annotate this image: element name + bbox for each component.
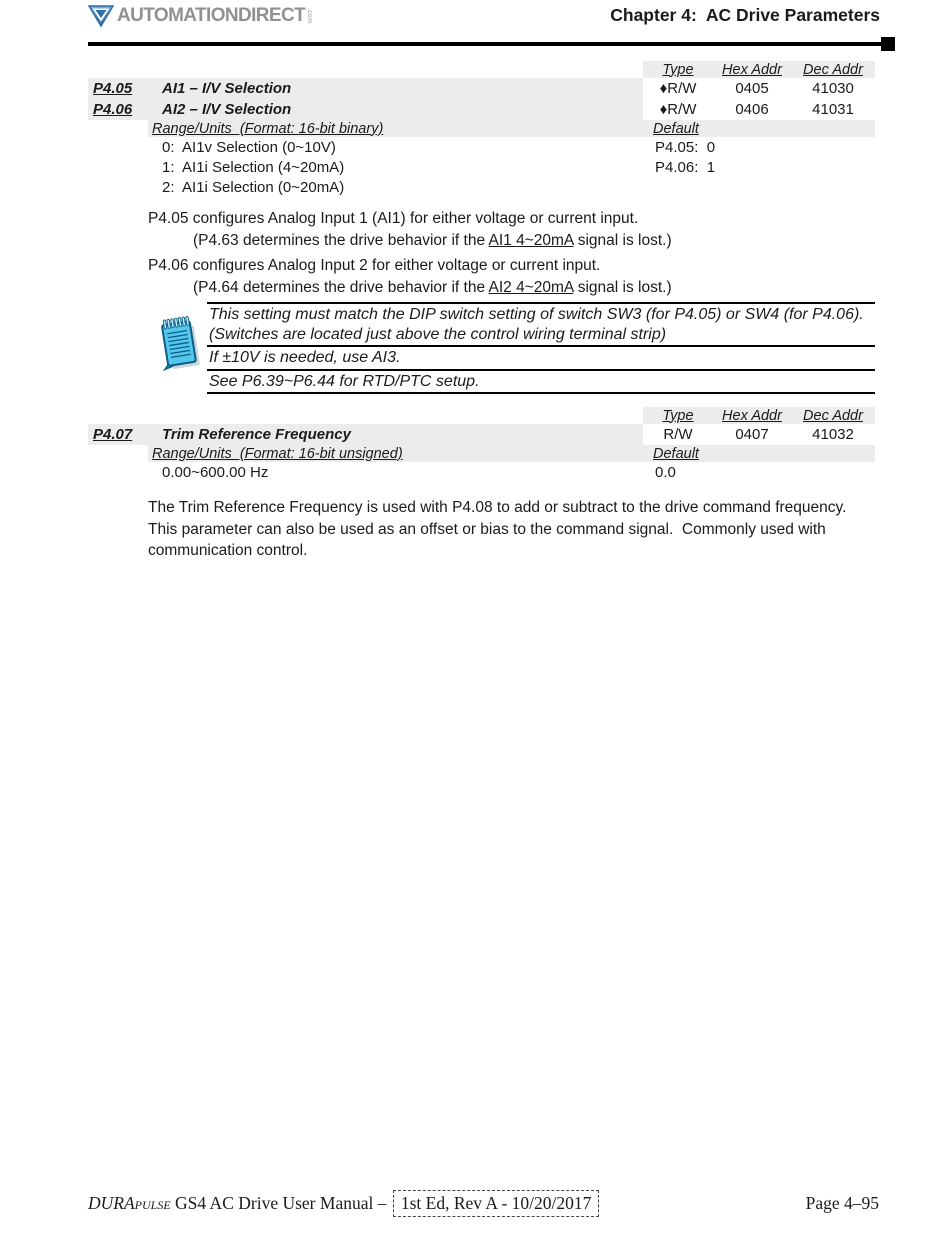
range-units-row (88, 445, 875, 462)
param-table-p405-p406 (88, 61, 875, 197)
table-header-row (88, 407, 875, 424)
logo-text: AUTOMATIONDIRECT (117, 5, 306, 26)
option-default: P4.06: 1 (655, 158, 716, 176)
description-line: P4.05 configures Analog Input 1 (AI1) for either voltage or current input. (148, 210, 639, 227)
option-row (88, 157, 875, 177)
note-block (155, 302, 875, 394)
page-footer (88, 1190, 879, 1217)
automationdirect-logo (88, 4, 313, 33)
param-type: ♦R/W (659, 101, 697, 118)
note-item: This setting must match the DIP switch setting of switch SW3 (for P4.05) or SW4 (for P4.06). (Switches are located just above the control wiring terminal strip) (207, 304, 875, 347)
param-name: AI2 – I/V Selection (162, 101, 292, 118)
table-row (88, 78, 875, 99)
cross-reference: AI1 4~20mA (488, 231, 574, 249)
param-code: P4.05 (93, 80, 133, 97)
option-row (88, 462, 875, 482)
param-dec-addr: 41031 (812, 101, 854, 118)
logo-triangle-icon (88, 4, 114, 33)
header-rule-endcap (881, 37, 895, 51)
description-line: P4.06 configures Analog Input 2 for either voltage or current input. (148, 257, 601, 274)
param-name: Trim Reference Frequency (162, 426, 351, 443)
notepad-icon (155, 302, 207, 394)
param-dec-addr: 41032 (812, 426, 854, 443)
option-label: 0.00~600.00 Hz (162, 463, 269, 481)
cross-reference: AI2 4~20mA (488, 278, 574, 296)
param-type: R/W (663, 426, 693, 443)
option-label: 1: AI1i Selection (4~20mA) (162, 158, 345, 176)
option-default: 0.0 (655, 463, 676, 481)
table-row (88, 99, 875, 120)
note-items (207, 302, 875, 394)
option-row (88, 137, 875, 157)
param-code: P4.07 (93, 426, 133, 443)
note-item: If ±10V is needed, use AI3. (207, 347, 875, 371)
option-default: P4.05: 0 (655, 138, 716, 156)
param-hex-addr: 0405 (735, 80, 769, 97)
page-number: Page 4–95 (805, 1193, 879, 1213)
table-row (88, 424, 875, 445)
default-header: Default (653, 120, 699, 137)
note-item: See P6.39~P6.44 for RTD/PTC setup. (207, 371, 875, 395)
col-header-hex-addr: Hex Addr (722, 407, 782, 424)
manual-label: GS4 AC Drive User Manual – (170, 1193, 391, 1213)
col-header-hex-addr: Hex Addr (722, 61, 782, 78)
col-header-type: Type (662, 61, 694, 78)
description-line: (P4.64 determines the drive behavior if the AI2 4~20mA signal is lost.) (193, 278, 672, 296)
edition-revision-box: 1st Ed, Rev A - 10/20/2017 (393, 1190, 600, 1217)
param-dec-addr: 41030 (812, 80, 854, 97)
chapter-title: Chapter 4: AC Drive Parameters (610, 5, 880, 25)
logo-com-suffix: .com (306, 8, 314, 25)
option-row (88, 177, 875, 197)
option-label: 2: AI1i Selection (0~20mA) (162, 178, 345, 196)
header-rule (88, 42, 881, 46)
col-header-type: Type (662, 407, 694, 424)
table-header-row (88, 61, 875, 78)
col-header-dec-addr: Dec Addr (803, 407, 863, 424)
footer-manual-title (88, 1190, 599, 1217)
default-header: Default (653, 445, 699, 462)
option-label: 0: AI1v Selection (0~10V) (162, 138, 336, 156)
param-hex-addr: 0407 (735, 426, 769, 443)
range-units-row (88, 120, 875, 137)
param-type: ♦R/W (659, 80, 697, 97)
param-hex-addr: 0406 (735, 101, 769, 118)
range-units-header: Range/Units (Format: 16-bit unsigned) (152, 445, 403, 462)
col-header-dec-addr: Dec Addr (803, 61, 863, 78)
description-line: (P4.63 determines the drive behavior if the AI1 4~20mA signal is lost.) (193, 231, 672, 249)
range-units-header: Range/Units (Format: 16-bit binary) (152, 120, 384, 137)
description-p405-p406 (148, 208, 672, 298)
description-p407: The Trim Reference Frequency is used with P4.08 to add or subtract to the drive command frequency. This parameter can also be used as an offset or bias to the command signal. Commonly used with communication control. (148, 499, 855, 559)
param-name: AI1 – I/V Selection (162, 80, 292, 97)
param-code: P4.06 (93, 101, 133, 118)
param-table-p407 (88, 407, 875, 482)
brand-name: DURApulse (88, 1193, 171, 1213)
